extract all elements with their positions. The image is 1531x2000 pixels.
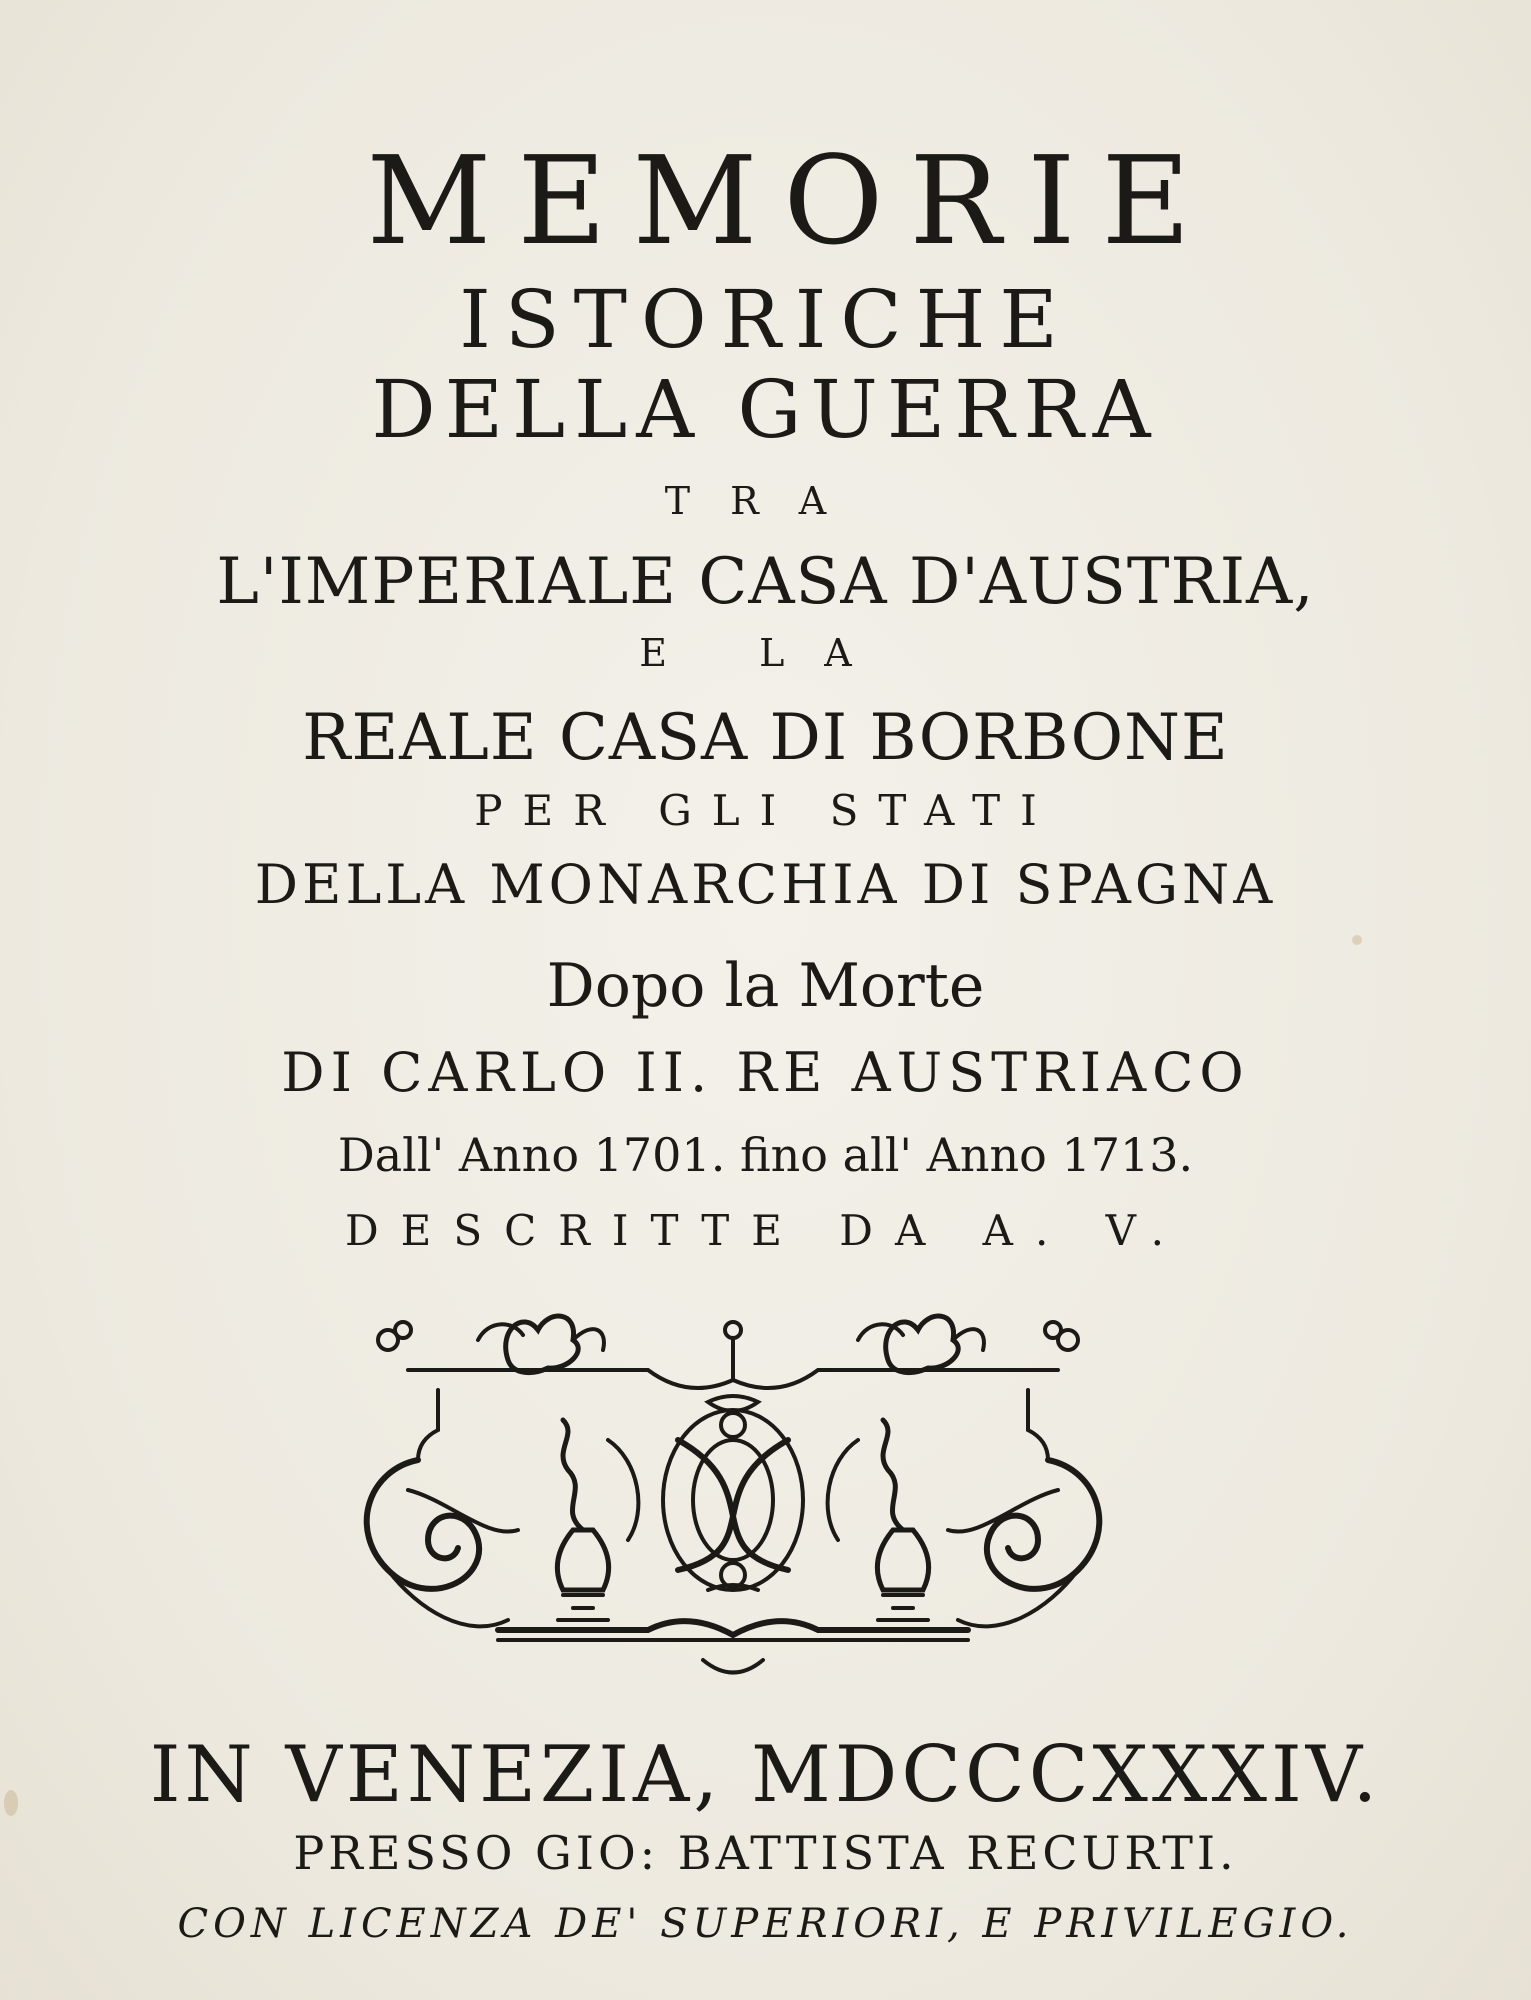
title-tra: TRA xyxy=(664,479,867,523)
imprint-license: CON LICENZA DE' SUPERIORI, E PRIVILEGIO. xyxy=(177,1901,1354,1947)
title-author: DESCRITTE DA A. V. xyxy=(345,1206,1186,1255)
title-casa-austria: L'IMPERIALE CASA D'AUSTRIA, xyxy=(216,545,1315,619)
title-e-la: E LA xyxy=(639,631,892,675)
title-monarchia-spagna: DELLA MONARCHIA DI SPAGNA xyxy=(254,853,1277,916)
title-memorie: MEMORIE xyxy=(366,130,1217,272)
imprint-place-date: IN VENEZIA, MDCCCXXXIV. xyxy=(149,1730,1382,1820)
title-dopo-la-morte: Dopo la Morte xyxy=(546,951,985,1021)
title-carlo-ii: DI CARLO II. RE AUSTRIACO xyxy=(281,1041,1250,1104)
title-per-gli-stati: PER GLI STATI xyxy=(474,786,1057,835)
title-date-range: Dall' Anno 1701. fino all' Anno 1713. xyxy=(337,1128,1194,1182)
title-casa-borbone: REALE CASA DI BORBONE xyxy=(302,701,1229,775)
printers-ornament xyxy=(348,1290,1118,1680)
imprint-printer: PRESSO GIO: BATTISTA RECURTI. xyxy=(293,1826,1238,1880)
title-istoriche: ISTORICHE xyxy=(459,273,1072,366)
title-della-guerra: DELLA GUERRA xyxy=(371,363,1160,456)
foxing-stain xyxy=(1352,935,1362,945)
